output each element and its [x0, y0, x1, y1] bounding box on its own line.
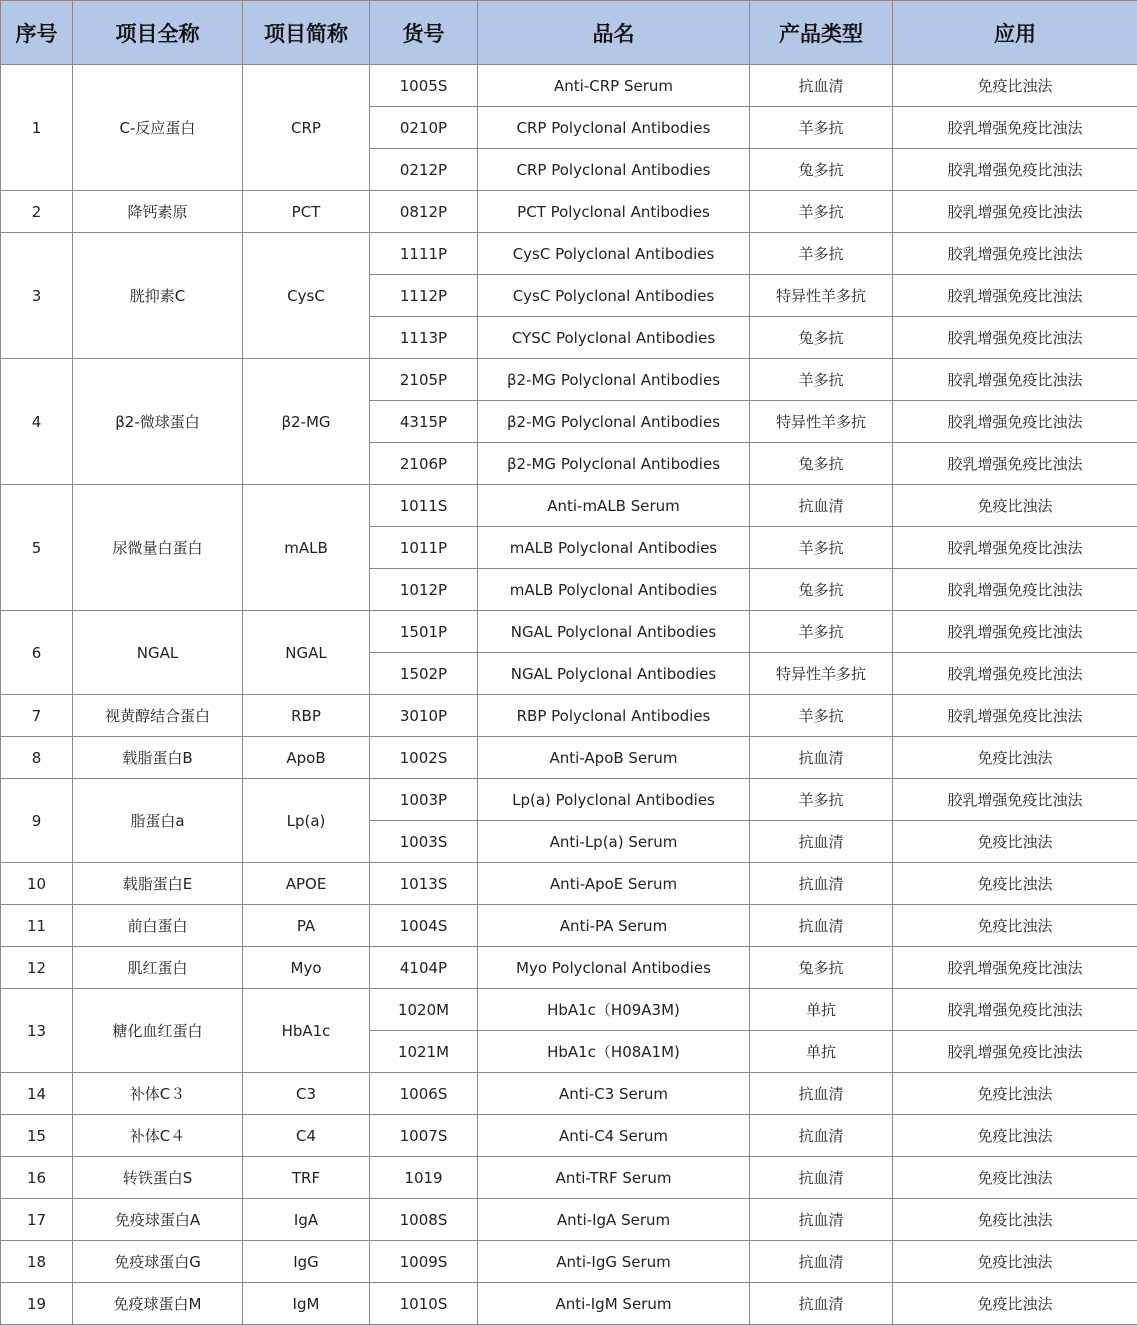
- table-row: [1, 1283, 1137, 1325]
- item-product-name: HbA1c（H09A3M): [478, 989, 750, 1031]
- item-product-type: 抗血清: [750, 1157, 893, 1199]
- item-product-name: CRP Polyclonal Antibodies: [478, 149, 750, 191]
- item-code: 3010P: [370, 695, 478, 737]
- item-code: 4315P: [370, 401, 478, 443]
- item-code: 1005S: [370, 65, 478, 107]
- item-code: 1502P: [370, 653, 478, 695]
- item-number: 7: [1, 695, 73, 737]
- table-row: [1, 359, 1137, 401]
- item-full-name: 转铁蛋白S: [73, 1157, 243, 1199]
- item-full-name: NGAL: [73, 611, 243, 695]
- item-short-name: Lp(a): [243, 779, 370, 863]
- item-code: 0812P: [370, 191, 478, 233]
- item-short-name: CRP: [243, 65, 370, 191]
- table-header: [1, 1, 1137, 65]
- item-product-type: 抗血清: [750, 1241, 893, 1283]
- item-full-name: 补体C４: [73, 1115, 243, 1157]
- item-application: 免疫比浊法: [893, 863, 1137, 905]
- item-product-type: 抗血清: [750, 1073, 893, 1115]
- item-application: 胶乳增强免疫比浊法: [893, 359, 1137, 401]
- item-product-type: 特异性羊多抗: [750, 653, 893, 695]
- item-product-type: 羊多抗: [750, 695, 893, 737]
- item-product-type: 羊多抗: [750, 527, 893, 569]
- item-product-type: 羊多抗: [750, 611, 893, 653]
- item-number: 15: [1, 1115, 73, 1157]
- item-product-name: Anti-C3 Serum: [478, 1073, 750, 1115]
- item-number: 18: [1, 1241, 73, 1283]
- item-code: 1003P: [370, 779, 478, 821]
- item-product-name: RBP Polyclonal Antibodies: [478, 695, 750, 737]
- item-product-type: 特异性羊多抗: [750, 401, 893, 443]
- item-number: 8: [1, 737, 73, 779]
- item-short-name: IgM: [243, 1283, 370, 1325]
- item-product-name: NGAL Polyclonal Antibodies: [478, 653, 750, 695]
- header-product-name: 品名: [478, 1, 750, 65]
- item-product-type: 特异性羊多抗: [750, 275, 893, 317]
- item-application: 胶乳增强免疫比浊法: [893, 275, 1137, 317]
- item-full-name: 补体C３: [73, 1073, 243, 1115]
- item-number: 6: [1, 611, 73, 695]
- item-application: 胶乳增强免疫比浊法: [893, 317, 1137, 359]
- item-application: 免疫比浊法: [893, 737, 1137, 779]
- item-code: 1019: [370, 1157, 478, 1199]
- item-short-name: PA: [243, 905, 370, 947]
- item-product-name: β2-MG Polyclonal Antibodies: [478, 401, 750, 443]
- item-code: 1021M: [370, 1031, 478, 1073]
- item-short-name: NGAL: [243, 611, 370, 695]
- item-short-name: RBP: [243, 695, 370, 737]
- item-product-name: Lp(a) Polyclonal Antibodies: [478, 779, 750, 821]
- table-row: [1, 191, 1137, 233]
- item-product-name: β2-MG Polyclonal Antibodies: [478, 443, 750, 485]
- item-full-name: 糖化血红蛋白: [73, 989, 243, 1073]
- item-product-type: 兔多抗: [750, 149, 893, 191]
- item-application: 免疫比浊法: [893, 1283, 1137, 1325]
- item-product-name: CRP Polyclonal Antibodies: [478, 107, 750, 149]
- item-product-type: 兔多抗: [750, 569, 893, 611]
- item-full-name: β2-微球蛋白: [73, 359, 243, 485]
- item-short-name: CysC: [243, 233, 370, 359]
- item-code: 2105P: [370, 359, 478, 401]
- item-full-name: 载脂蛋白E: [73, 863, 243, 905]
- item-short-name: APOE: [243, 863, 370, 905]
- item-product-name: Anti-Lp(a) Serum: [478, 821, 750, 863]
- item-full-name: 肌红蛋白: [73, 947, 243, 989]
- header-no: 序号: [1, 1, 73, 65]
- table-row: [1, 1073, 1137, 1115]
- item-application: 胶乳增强免疫比浊法: [893, 569, 1137, 611]
- item-product-name: Anti-IgM Serum: [478, 1283, 750, 1325]
- item-application: 免疫比浊法: [893, 1073, 1137, 1115]
- table-row: [1, 863, 1137, 905]
- item-code: 1013S: [370, 863, 478, 905]
- item-product-type: 单抗: [750, 1031, 893, 1073]
- item-code: 1012P: [370, 569, 478, 611]
- item-product-type: 抗血清: [750, 737, 893, 779]
- table-row: [1, 947, 1137, 989]
- item-short-name: C4: [243, 1115, 370, 1157]
- item-short-name: C3: [243, 1073, 370, 1115]
- item-application: 免疫比浊法: [893, 905, 1137, 947]
- header-row: [1, 1, 1137, 65]
- item-short-name: Myo: [243, 947, 370, 989]
- item-product-type: 抗血清: [750, 905, 893, 947]
- item-short-name: IgG: [243, 1241, 370, 1283]
- item-product-name: Anti-TRF Serum: [478, 1157, 750, 1199]
- table-row: [1, 695, 1137, 737]
- item-product-name: Anti-PA Serum: [478, 905, 750, 947]
- item-application: 胶乳增强免疫比浊法: [893, 779, 1137, 821]
- item-product-type: 羊多抗: [750, 107, 893, 149]
- item-short-name: ApoB: [243, 737, 370, 779]
- item-application: 胶乳增强免疫比浊法: [893, 191, 1137, 233]
- item-application: 胶乳增强免疫比浊法: [893, 695, 1137, 737]
- item-full-name: C-反应蛋白: [73, 65, 243, 191]
- item-code: 1006S: [370, 1073, 478, 1115]
- item-code: 1011P: [370, 527, 478, 569]
- item-application: 免疫比浊法: [893, 1241, 1137, 1283]
- item-code: 1011S: [370, 485, 478, 527]
- table-row: [1, 905, 1137, 947]
- item-short-name: IgA: [243, 1199, 370, 1241]
- item-product-name: Anti-ApoE Serum: [478, 863, 750, 905]
- table-row: [1, 1241, 1137, 1283]
- item-application: 胶乳增强免疫比浊法: [893, 107, 1137, 149]
- item-application: 免疫比浊法: [893, 821, 1137, 863]
- item-application: 胶乳增强免疫比浊法: [893, 947, 1137, 989]
- item-application: 胶乳增强免疫比浊法: [893, 1031, 1137, 1073]
- item-short-name: β2-MG: [243, 359, 370, 485]
- item-number: 13: [1, 989, 73, 1073]
- item-full-name: 脂蛋白a: [73, 779, 243, 863]
- item-application: 胶乳增强免疫比浊法: [893, 527, 1137, 569]
- item-code: 1020M: [370, 989, 478, 1031]
- item-short-name: HbA1c: [243, 989, 370, 1073]
- item-full-name: 免疫球蛋白G: [73, 1241, 243, 1283]
- item-code: 1008S: [370, 1199, 478, 1241]
- item-code: 1009S: [370, 1241, 478, 1283]
- item-code: 1112P: [370, 275, 478, 317]
- header-product-type: 产品类型: [750, 1, 893, 65]
- header-application: 应用: [893, 1, 1137, 65]
- item-number: 5: [1, 485, 73, 611]
- item-code: 4104P: [370, 947, 478, 989]
- table-body: [1, 65, 1137, 1325]
- item-number: 1: [1, 65, 73, 191]
- item-code: 0212P: [370, 149, 478, 191]
- item-product-type: 兔多抗: [750, 947, 893, 989]
- table-row: [1, 233, 1137, 275]
- table-row: [1, 1199, 1137, 1241]
- item-product-name: PCT Polyclonal Antibodies: [478, 191, 750, 233]
- item-product-type: 抗血清: [750, 485, 893, 527]
- item-product-type: 兔多抗: [750, 317, 893, 359]
- item-product-type: 羊多抗: [750, 233, 893, 275]
- item-product-name: NGAL Polyclonal Antibodies: [478, 611, 750, 653]
- header-code: 货号: [370, 1, 478, 65]
- item-full-name: 前白蛋白: [73, 905, 243, 947]
- item-short-name: mALB: [243, 485, 370, 611]
- item-product-name: CYSC Polyclonal Antibodies: [478, 317, 750, 359]
- item-product-type: 抗血清: [750, 1115, 893, 1157]
- item-number: 4: [1, 359, 73, 485]
- item-product-name: CysC Polyclonal Antibodies: [478, 275, 750, 317]
- item-product-type: 羊多抗: [750, 359, 893, 401]
- item-code: 1004S: [370, 905, 478, 947]
- item-code: 1111P: [370, 233, 478, 275]
- item-short-name: PCT: [243, 191, 370, 233]
- item-code: 1003S: [370, 821, 478, 863]
- item-code: 1501P: [370, 611, 478, 653]
- item-number: 17: [1, 1199, 73, 1241]
- table-row: [1, 737, 1137, 779]
- item-application: 免疫比浊法: [893, 1157, 1137, 1199]
- item-product-name: CysC Polyclonal Antibodies: [478, 233, 750, 275]
- item-number: 10: [1, 863, 73, 905]
- item-product-type: 抗血清: [750, 1283, 893, 1325]
- item-application: 免疫比浊法: [893, 65, 1137, 107]
- item-number: 16: [1, 1157, 73, 1199]
- item-full-name: 视黄醇结合蛋白: [73, 695, 243, 737]
- header-short-name: 项目简称: [243, 1, 370, 65]
- table-row: [1, 779, 1137, 821]
- item-product-name: Anti-C4 Serum: [478, 1115, 750, 1157]
- item-product-type: 抗血清: [750, 863, 893, 905]
- item-product-name: Anti-IgA Serum: [478, 1199, 750, 1241]
- item-number: 14: [1, 1073, 73, 1115]
- item-product-type: 抗血清: [750, 65, 893, 107]
- item-product-name: mALB Polyclonal Antibodies: [478, 527, 750, 569]
- item-code: 1010S: [370, 1283, 478, 1325]
- item-product-name: mALB Polyclonal Antibodies: [478, 569, 750, 611]
- item-application: 胶乳增强免疫比浊法: [893, 443, 1137, 485]
- item-application: 胶乳增强免疫比浊法: [893, 989, 1137, 1031]
- item-application: 胶乳增强免疫比浊法: [893, 233, 1137, 275]
- item-number: 19: [1, 1283, 73, 1325]
- item-full-name: 载脂蛋白B: [73, 737, 243, 779]
- item-product-name: HbA1c（H08A1M): [478, 1031, 750, 1073]
- item-product-type: 兔多抗: [750, 443, 893, 485]
- item-application: 胶乳增强免疫比浊法: [893, 401, 1137, 443]
- item-full-name: 尿微量白蛋白: [73, 485, 243, 611]
- item-application: 免疫比浊法: [893, 1199, 1137, 1241]
- item-full-name: 降钙素原: [73, 191, 243, 233]
- item-product-type: 羊多抗: [750, 191, 893, 233]
- item-product-name: Myo Polyclonal Antibodies: [478, 947, 750, 989]
- item-product-name: β2-MG Polyclonal Antibodies: [478, 359, 750, 401]
- table-row: [1, 1115, 1137, 1157]
- item-code: 1002S: [370, 737, 478, 779]
- item-number: 9: [1, 779, 73, 863]
- item-product-type: 抗血清: [750, 821, 893, 863]
- item-product-name: Anti-mALB Serum: [478, 485, 750, 527]
- item-number: 12: [1, 947, 73, 989]
- item-number: 3: [1, 233, 73, 359]
- table-row: [1, 989, 1137, 1031]
- item-application: 胶乳增强免疫比浊法: [893, 149, 1137, 191]
- item-product-name: Anti-CRP Serum: [478, 65, 750, 107]
- item-product-name: Anti-IgG Serum: [478, 1241, 750, 1283]
- item-full-name: 免疫球蛋白M: [73, 1283, 243, 1325]
- item-full-name: 胱抑素C: [73, 233, 243, 359]
- item-application: 胶乳增强免疫比浊法: [893, 653, 1137, 695]
- table-row: [1, 1157, 1137, 1199]
- item-application: 胶乳增强免疫比浊法: [893, 611, 1137, 653]
- item-application: 免疫比浊法: [893, 485, 1137, 527]
- item-application: 免疫比浊法: [893, 1115, 1137, 1157]
- item-number: 2: [1, 191, 73, 233]
- item-full-name: 免疫球蛋白A: [73, 1199, 243, 1241]
- item-code: 2106P: [370, 443, 478, 485]
- item-code: 1007S: [370, 1115, 478, 1157]
- item-product-type: 单抗: [750, 989, 893, 1031]
- table-row: [1, 485, 1137, 527]
- item-product-name: Anti-ApoB Serum: [478, 737, 750, 779]
- item-product-type: 羊多抗: [750, 779, 893, 821]
- item-code: 0210P: [370, 107, 478, 149]
- table-row: [1, 65, 1137, 107]
- header-full-name: 项目全称: [73, 1, 243, 65]
- item-short-name: TRF: [243, 1157, 370, 1199]
- item-code: 1113P: [370, 317, 478, 359]
- table-row: [1, 611, 1137, 653]
- item-product-type: 抗血清: [750, 1199, 893, 1241]
- item-number: 11: [1, 905, 73, 947]
